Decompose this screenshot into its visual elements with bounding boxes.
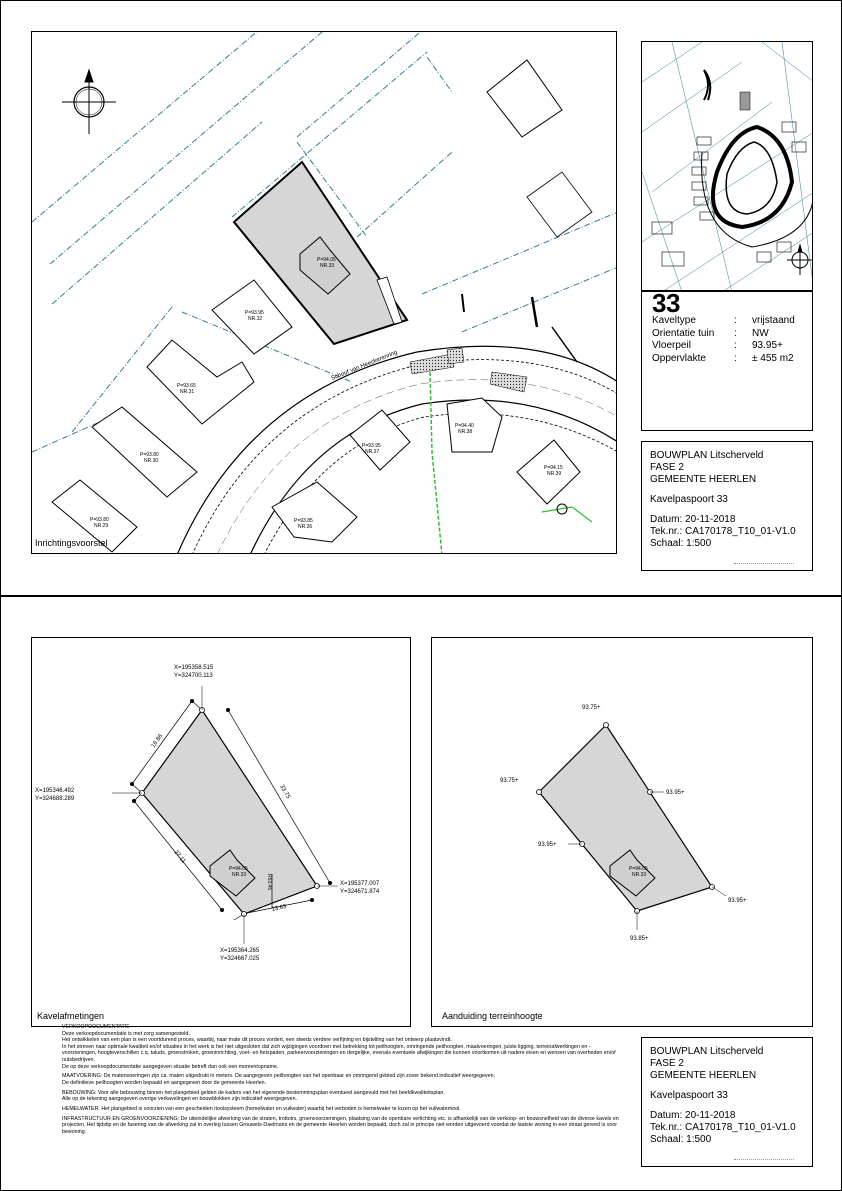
lot-label-nr: NR.33 (320, 263, 335, 269)
north-arrow-icon (62, 70, 116, 134)
title2-datum: Datum: 20-11-2018 (650, 1110, 736, 1121)
title2-line-3: GEMEENTE HEERLEN (650, 1070, 757, 1081)
site-map-frame (31, 31, 617, 554)
lot-number: 33 (652, 291, 680, 318)
svg-text:P=94.05: P=94.05 (629, 866, 648, 872)
coord-top-y: Y=324700.113 (174, 673, 213, 679)
lot-label-p: P=94.05 (317, 257, 336, 263)
title2-line-1: BOUWPLAN Litscherveld (650, 1046, 764, 1057)
svg-text:NR.30: NR.30 (144, 458, 159, 464)
height-right-mid: 93.95+ (666, 790, 685, 796)
title2-schaal: Schaal: 1:500 (650, 1134, 712, 1145)
title-block (641, 441, 813, 571)
coord-left-y: Y=324688.289 (35, 796, 75, 802)
svg-text:NR.32: NR.32 (248, 316, 263, 322)
overview-map-frame (641, 41, 813, 291)
svg-text:P=93.85: P=93.85 (294, 518, 313, 524)
height-left: 93.75+ (500, 778, 519, 784)
lot-properties (652, 315, 795, 365)
title-line-2: FASE 2 (650, 462, 684, 473)
title-line-3: GEMEENTE HEERLEN (650, 474, 757, 485)
title-line-1: BOUWPLAN Litscherveld (650, 450, 764, 461)
dimensions-frame (31, 637, 411, 1027)
svg-text:NR.29: NR.29 (94, 523, 109, 529)
svg-text:P=93.65: P=93.65 (177, 383, 196, 389)
prop-row-orientatie: Orientatie tuin : NW (652, 327, 769, 339)
svg-text:P=94.15: P=94.15 (544, 465, 563, 471)
street-label: Schouf van Heeckerenring (330, 349, 399, 382)
notes-heading: VERKOOPDOCUMENTATIE (62, 1024, 130, 1030)
title-teknr: Tek.nr.: CA170178_T10_01-V1.0 (650, 526, 796, 537)
svg-text:P=94.05: P=94.05 (229, 866, 248, 872)
coord-bottom-y: Y=324667.025 (220, 956, 260, 962)
heights-caption: Aanduiding terreinhoogte (442, 1011, 543, 1021)
svg-text:NR.37: NR.37 (365, 449, 380, 455)
coord-bottom-x: X=195364.265 (220, 948, 260, 954)
height-right-bottom: 93.95+ (728, 898, 747, 904)
title2-teknr: Tek.nr.: CA170178_T10_01-V1.0 (650, 1122, 796, 1133)
dim-top: 16.86 (150, 733, 165, 750)
prop-row-oppervlakte: Oppervlakte : ± 455 m2 (652, 352, 794, 364)
sales-notes: VERKOOPDOCUMENTATIE Deze verkoopdocumentatie is met zorg samengesteld. Het ontwikkelen van een plan is een voortdurend proces, waarbij, naar mate dit proces vordert, een steeds verdere verfijning en bijstelling van het ontwerp plaatsvindt. In het streven naar optimale kwaliteit en/of situaties in het werk is het niet uitgesloten dat zich wijzigingen voordoen met betrekking tot peilhoogten, omringende peilhoogten, maatvoeringen, juiste ligging, terreinafwerkingen en -voorzieningen, hoogteverschillen c.q. taluds, groenstroken, groeninrichting, voet- en fietspaden, parkeervoorzieningen en dergelijke, evenals eventuele afwijkingen die kunnen voortkomen uit nadere eisen en wensen van overheden en/of nutsbedrijven. De op deze verkoopdocumentatie aangegeven situatie betreft dan ook een momentopname. MAATVOERING: De matenvoeringen zijn ca. maten uitgedrukt in meters. De aangegeven peilhoogten van het openbaar en omringend gebied zijn zover bekend indicatief weergegeven. De definitieve peilhoogten worden bepaald en aangegeven door de gemeente Heerlen. BEBOUWING: Voor alle bebouwing binnen het plangebied gelden de kaders van het vigerende bestemmingsplan eventueel aangevuld met het beeldkwaliteitsplan. Alle op de tekening aangegeven overige verkavelingen en bouwblokken zijn indicatief weergegeven. HEMELWATER: Het plangebied is voorzien van een gescheiden rioolsysteem (hemelwater en vuilwater) waarbij het verboden is hemelwater te lozen op het vuilwaterriool. INFRASTRUCTUUR EN GROENVOORZIENING: De uiteindelijke afwerking van de straten, trottoirs, groenvoorzieningen, plaatsing van de openbare verlichting etc. is afhankelijk van de verkoop- en bouwsnelheid van de diverse kavels en projecten. Het tijdstip en de fasering van de afwerking zal in overleg tussen Grouwels-Daelmans en de gemeente Heerlen worden bepaald, doch zal in principe niet worden uitgevoerd voordat de laatste woning in een straat gereed is voor bewoning. (62, 1024, 619, 1136)
dim-inner: R53.45 (266, 874, 272, 891)
svg-text:NR.39: NR.39 (547, 471, 562, 477)
coord-top-x: X=195358.515 (174, 665, 214, 671)
green-path (430, 372, 442, 554)
heights-drawing (432, 638, 813, 1027)
title-block-2 (641, 1037, 813, 1167)
svg-text:P=93.80: P=93.80 (140, 452, 159, 458)
signature-line-2 (734, 1159, 794, 1160)
map-caption: Inrichtingsvoorstel (35, 538, 108, 548)
title-schaal: Schaal: 1:500 (650, 538, 712, 549)
overview-map (642, 42, 813, 291)
svg-text:NR.36: NR.36 (298, 524, 313, 530)
dim-right: 33.75 (278, 784, 291, 801)
title-datum: Datum: 20-11-2018 (650, 514, 736, 525)
svg-text:P=93.95: P=93.95 (362, 443, 381, 449)
svg-text:P=93.80: P=93.80 (90, 517, 109, 523)
site-map (32, 32, 617, 554)
title2-subtitle: Kavelpaspoort 33 (650, 1090, 728, 1101)
signature-line (734, 563, 794, 564)
prop-row-kaveltype: Kaveltype : vrijstaand (652, 315, 795, 326)
prop-row-vloerpeil: Vloerpeil : 93.95+ (652, 340, 783, 351)
height-bottom: 93.85+ (630, 936, 649, 942)
svg-text:NR.33: NR.33 (632, 872, 647, 878)
svg-text:NR.31: NR.31 (180, 389, 195, 395)
lot-info-box (641, 291, 813, 431)
coord-left-x: X=195346.492 (35, 788, 75, 794)
coord-right-x: X=195377.007 (340, 881, 380, 887)
height-left-mid: 93.95+ (538, 842, 557, 848)
title-subtitle: Kavelpaspoort 33 (650, 494, 728, 505)
heights-frame (431, 637, 813, 1027)
dim-left: 27.11 (172, 849, 187, 865)
svg-text:P=93.95: P=93.95 (245, 310, 264, 316)
dim-bottom: 13.63 (271, 903, 288, 913)
height-top: 93.75+ (582, 705, 601, 711)
svg-text:NR.33: NR.33 (232, 872, 247, 878)
coord-right-y: Y=324671.874 (340, 889, 380, 895)
dimensions-caption: Kavelafmetingen (37, 1011, 105, 1021)
svg-text:P=94.40: P=94.40 (455, 423, 474, 429)
svg-text:NR.38: NR.38 (458, 429, 473, 435)
title2-line-2: FASE 2 (650, 1058, 684, 1069)
dimensions-drawing (32, 638, 411, 1027)
